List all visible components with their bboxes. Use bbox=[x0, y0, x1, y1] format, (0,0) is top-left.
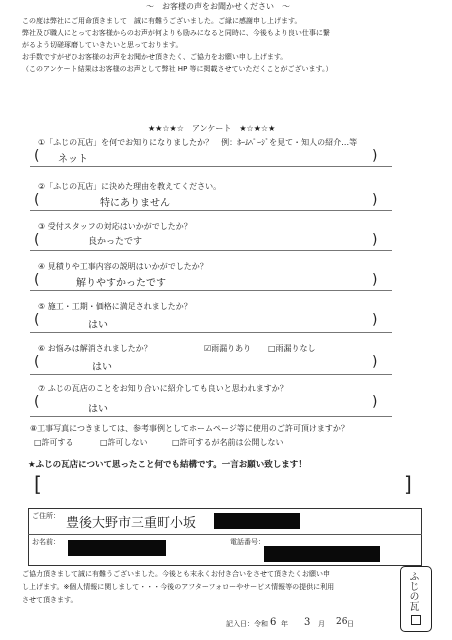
answer-7-text: はい bbox=[88, 404, 108, 415]
address-value: 豊後大野市三重町小坂 bbox=[66, 516, 197, 531]
answer-7-open-paren: ( bbox=[34, 394, 40, 410]
q6-option-leak-yes[interactable]: ☑雨漏りあり bbox=[204, 344, 252, 353]
q8-option-deny[interactable]: □許可しない bbox=[100, 438, 148, 447]
answer-2-text: 特にありません bbox=[100, 198, 170, 209]
answer-1-line bbox=[30, 166, 392, 167]
intro-line-5: （このアンケート結果はお客様のお声として弊社 HP 等に掲載させていただくことがございます。） bbox=[22, 65, 333, 73]
answer-5-text: はい bbox=[88, 320, 108, 331]
logo-text: ふじの瓦 bbox=[407, 571, 418, 611]
date-day-value: 26 bbox=[336, 617, 348, 627]
answer-3-line bbox=[30, 250, 392, 251]
company-logo bbox=[400, 566, 432, 632]
address-redaction bbox=[214, 513, 300, 529]
footer-line-2: し上げます。※個人情報に関しまして・・・今後のアフターフォローやサービス情報等の提供に利用 bbox=[22, 583, 335, 591]
comment-open-bracket: [ bbox=[34, 472, 42, 496]
answer-4-text: 解りやすかったです bbox=[76, 278, 166, 289]
answer-3-close-paren: ) bbox=[372, 232, 378, 248]
answer-6-close-paren: ) bbox=[372, 354, 378, 370]
comment-close-bracket: ] bbox=[404, 472, 412, 496]
date-year-unit: 年 bbox=[281, 620, 288, 628]
contact-divider bbox=[28, 534, 422, 535]
logo-mark bbox=[411, 615, 421, 625]
answer-6-open-paren: ( bbox=[34, 354, 40, 370]
answer-5-close-paren: ) bbox=[372, 312, 378, 328]
footer-line-3: させて頂きます。 bbox=[22, 596, 78, 604]
question-7-label: ⑦ ふじの瓦店のことをお知り合いに紹介しても良いと思われますか？ bbox=[38, 384, 288, 393]
answer-4-line bbox=[30, 290, 392, 291]
footer-line-1: ご協力頂きまして誠に有難うございました。今後とも末永くお付き合いをさせて頂きたくお願い申 bbox=[22, 570, 330, 578]
answer-5-line bbox=[30, 332, 392, 333]
intro-line-4: お手数ですがぜひお客様のお声をお聞かせ頂きたく、ご協力をお願い申し上げます。 bbox=[22, 53, 288, 61]
question-2-label: ②「ふじの瓦店」に決めた理由を教えてください。 bbox=[38, 182, 222, 191]
intro-line-1: この度は弊社にご用命頂きまして 誠に有難うございました。ご縁に感謝申し上げます。 bbox=[22, 17, 302, 25]
q6-option-leak-no[interactable]: □雨漏りなし bbox=[268, 344, 316, 353]
answer-1-close-paren: ) bbox=[372, 148, 378, 164]
address-label: ご住所： bbox=[32, 512, 60, 520]
question-8-label: ⑧工事写真につきましては、参考事例としてホームページ等に使用のご許可頂けますか？ bbox=[30, 424, 349, 433]
answer-3-open-paren: ( bbox=[34, 232, 40, 248]
answer-7-line bbox=[30, 416, 392, 417]
question-4-label: ④ 見積りや工事内容の説明はいかがでしたか？ bbox=[38, 262, 208, 271]
answer-2-close-paren: ) bbox=[372, 192, 378, 208]
answer-4-close-paren: ) bbox=[372, 272, 378, 288]
q8-option-allow-anonymous[interactable]: □許可するが名前は公開しない bbox=[172, 438, 284, 447]
answer-1-text: ネット bbox=[58, 154, 88, 165]
question-5-label: ⑤ 施工・工期・価格に満足されましたか？ bbox=[38, 302, 192, 311]
phone-label: 電話番号： bbox=[230, 538, 265, 546]
answer-6-text: はい bbox=[92, 362, 112, 373]
phone-redaction bbox=[264, 546, 380, 562]
answer-7-close-paren: ) bbox=[372, 394, 378, 410]
date-day-unit: 日 bbox=[347, 620, 354, 628]
q8-option-allow[interactable]: □許可する bbox=[34, 438, 74, 447]
question-6-label: ⑥ お悩みは解消されましたか？ bbox=[38, 344, 152, 353]
date-month-value: 3 bbox=[304, 617, 311, 628]
answer-5-open-paren: ( bbox=[34, 312, 40, 328]
answer-2-open-paren: ( bbox=[34, 192, 40, 208]
answer-1-open-paren: ( bbox=[34, 148, 40, 164]
answer-3-text: 良かったです bbox=[88, 237, 143, 247]
intro-line-3: がるよう切磋琢磨していきたいと思っております。 bbox=[22, 41, 183, 49]
date-label: 記入日：令和 bbox=[226, 620, 268, 628]
name-redaction bbox=[68, 540, 166, 556]
answer-6-line bbox=[30, 374, 392, 375]
form-title: ～ お客様の声をお聞かせください ～ bbox=[146, 2, 290, 11]
question-3-label: ③ 受付スタッフの対応はいかがでしたか？ bbox=[38, 222, 192, 231]
question-1-label: ①「ふじの瓦店」を何でお知りになりましたか？ 例：ﾎｰﾑﾍﾟｰｼﾞを見て・知人の紹介…等 bbox=[38, 138, 358, 147]
intro-line-2: 弊社及び職人にとってお客様からのお声が何よりも励みになると同時に、今後もより良い仕事に繋 bbox=[22, 29, 330, 37]
comment-prompt: ★ふじの瓦店について思ったこと何でも結構です。一言お願い致します！ bbox=[28, 460, 307, 470]
date-year-value: 6 bbox=[270, 617, 277, 628]
date-month-unit: 月 bbox=[318, 620, 325, 628]
answer-2-line bbox=[30, 210, 392, 211]
name-label: お名前： bbox=[32, 538, 60, 546]
answer-4-open-paren: ( bbox=[34, 272, 40, 288]
survey-title: ★★☆★☆ アンケート ★☆★☆★ bbox=[148, 124, 276, 133]
